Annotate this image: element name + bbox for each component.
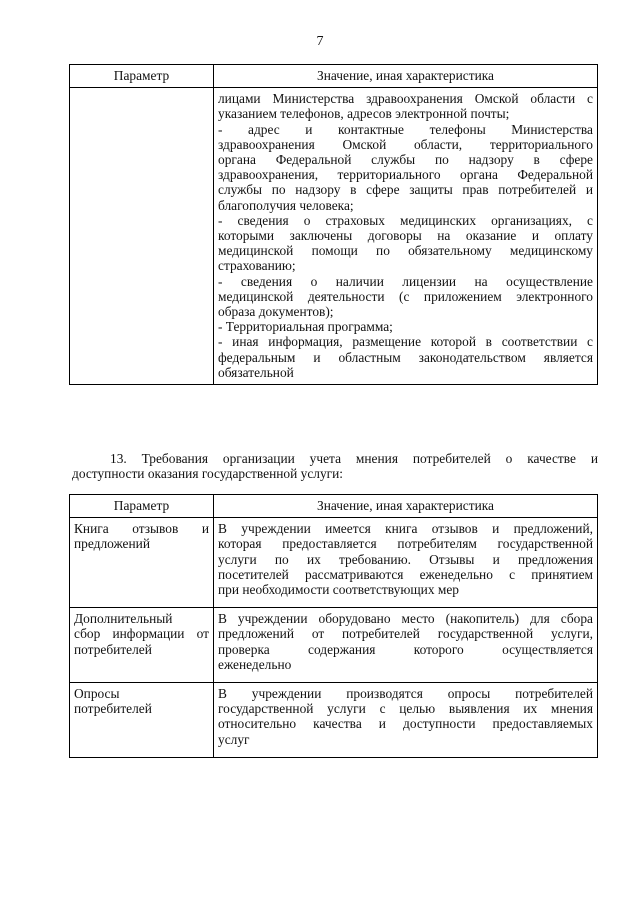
param-line: Дополнительный bbox=[74, 611, 173, 627]
value-line: - сведения о страховых медицинских организациях, с bbox=[218, 212, 593, 228]
param-line: Опросы bbox=[74, 686, 120, 702]
value-line: медицинской помощи по обязательному медицинскому bbox=[218, 243, 593, 259]
value-line: - адрес и контактные телефоны Министерства bbox=[218, 121, 593, 137]
param-line: потребителей bbox=[74, 641, 152, 657]
header-value: Значение, иная характеристика bbox=[214, 495, 598, 518]
value-line: проверка содержания которого осуществляется bbox=[218, 641, 593, 657]
header-param: Параметр bbox=[70, 495, 214, 518]
table-information-continued bbox=[69, 64, 598, 385]
value-line: органа Федеральной службы по надзору в сфере bbox=[218, 152, 593, 168]
value-line: страхованию; bbox=[218, 258, 296, 274]
value-line: государственной услуги с целью выявления их мнения bbox=[218, 701, 593, 717]
table-row bbox=[70, 88, 598, 385]
value-line: посетителей рассматриваются еженедельно с принятием bbox=[218, 566, 593, 582]
value-line: В учреждении производятся опросы потребителей bbox=[218, 686, 593, 702]
param-line: Книга отзывов и bbox=[74, 521, 209, 537]
value-line: которая предоставляется потребителям государственной bbox=[218, 536, 593, 552]
param-line: потребителей bbox=[74, 701, 152, 717]
value-line: благополучия человека; bbox=[218, 197, 354, 213]
value-line: - иная информация, размещение которой в соответствии с bbox=[218, 334, 593, 350]
section-13-heading bbox=[72, 451, 598, 481]
value-line: при необходимости соответствующих мер bbox=[218, 582, 459, 598]
header-value: Значение, иная характеристика bbox=[214, 65, 598, 88]
param-cell bbox=[70, 683, 214, 758]
value-line: медицинской деятельности (с приложением электронного bbox=[218, 288, 593, 304]
value-line: услуги по их требованию. Отзывы и предложения bbox=[218, 551, 593, 567]
table-row bbox=[70, 608, 598, 683]
value-cell bbox=[214, 683, 598, 758]
value-line: лицами Министерства здравоохранения Омской области с bbox=[218, 91, 593, 107]
table-header-row bbox=[70, 495, 598, 518]
value-line: образа документов); bbox=[218, 304, 334, 320]
value-line: еженедельно bbox=[218, 656, 292, 672]
table-row bbox=[70, 683, 598, 758]
value-cell bbox=[214, 518, 598, 608]
header-param: Параметр bbox=[70, 65, 214, 88]
section-13-line-2: доступности оказания государственной услуги: bbox=[72, 466, 344, 482]
param-line: сбор информации от bbox=[74, 626, 209, 642]
value-line: указанием телефонов, адресов электронной почты; bbox=[218, 106, 510, 122]
value-line: - Территориальная программа; bbox=[218, 319, 393, 335]
table-consumer-feedback bbox=[69, 494, 598, 758]
value-line: обязательной bbox=[218, 364, 294, 380]
value-line: услуг bbox=[218, 731, 250, 747]
value-line: службы по надзору в сфере защиты прав потребителей и bbox=[218, 182, 593, 198]
param-cell bbox=[70, 608, 214, 683]
value-line: В учреждении оборудовано место (накопитель) для сбора bbox=[218, 611, 593, 627]
param-cell bbox=[70, 518, 214, 608]
table-header-row bbox=[70, 65, 598, 88]
value-cell bbox=[214, 88, 598, 385]
page-number: 7 bbox=[316, 34, 324, 49]
table-row bbox=[70, 518, 598, 608]
value-line: - сведения о наличии лицензии на осуществление bbox=[218, 273, 593, 289]
value-line: здравоохранения Омской области, территориального bbox=[218, 136, 593, 152]
value-line: федеральным и областным законодательством является bbox=[218, 349, 593, 365]
param-line: предложений bbox=[74, 536, 151, 552]
value-line: которыми заключены договоры на оказание и оплату bbox=[218, 228, 593, 244]
value-line: предложений от потребителей государственной услуги, bbox=[218, 626, 593, 642]
value-cell bbox=[214, 608, 598, 683]
value-line: относительно качества и доступности предоставляемых bbox=[218, 716, 593, 732]
section-13-line-1: 13. Требования организации учета мнения потребителей о качестве и bbox=[110, 451, 598, 466]
value-line: В учреждении имеется книга отзывов и предложений, bbox=[218, 521, 593, 537]
value-line: здравоохранения, территориального органа Федеральной bbox=[218, 167, 593, 183]
param-cell-empty bbox=[70, 88, 214, 385]
